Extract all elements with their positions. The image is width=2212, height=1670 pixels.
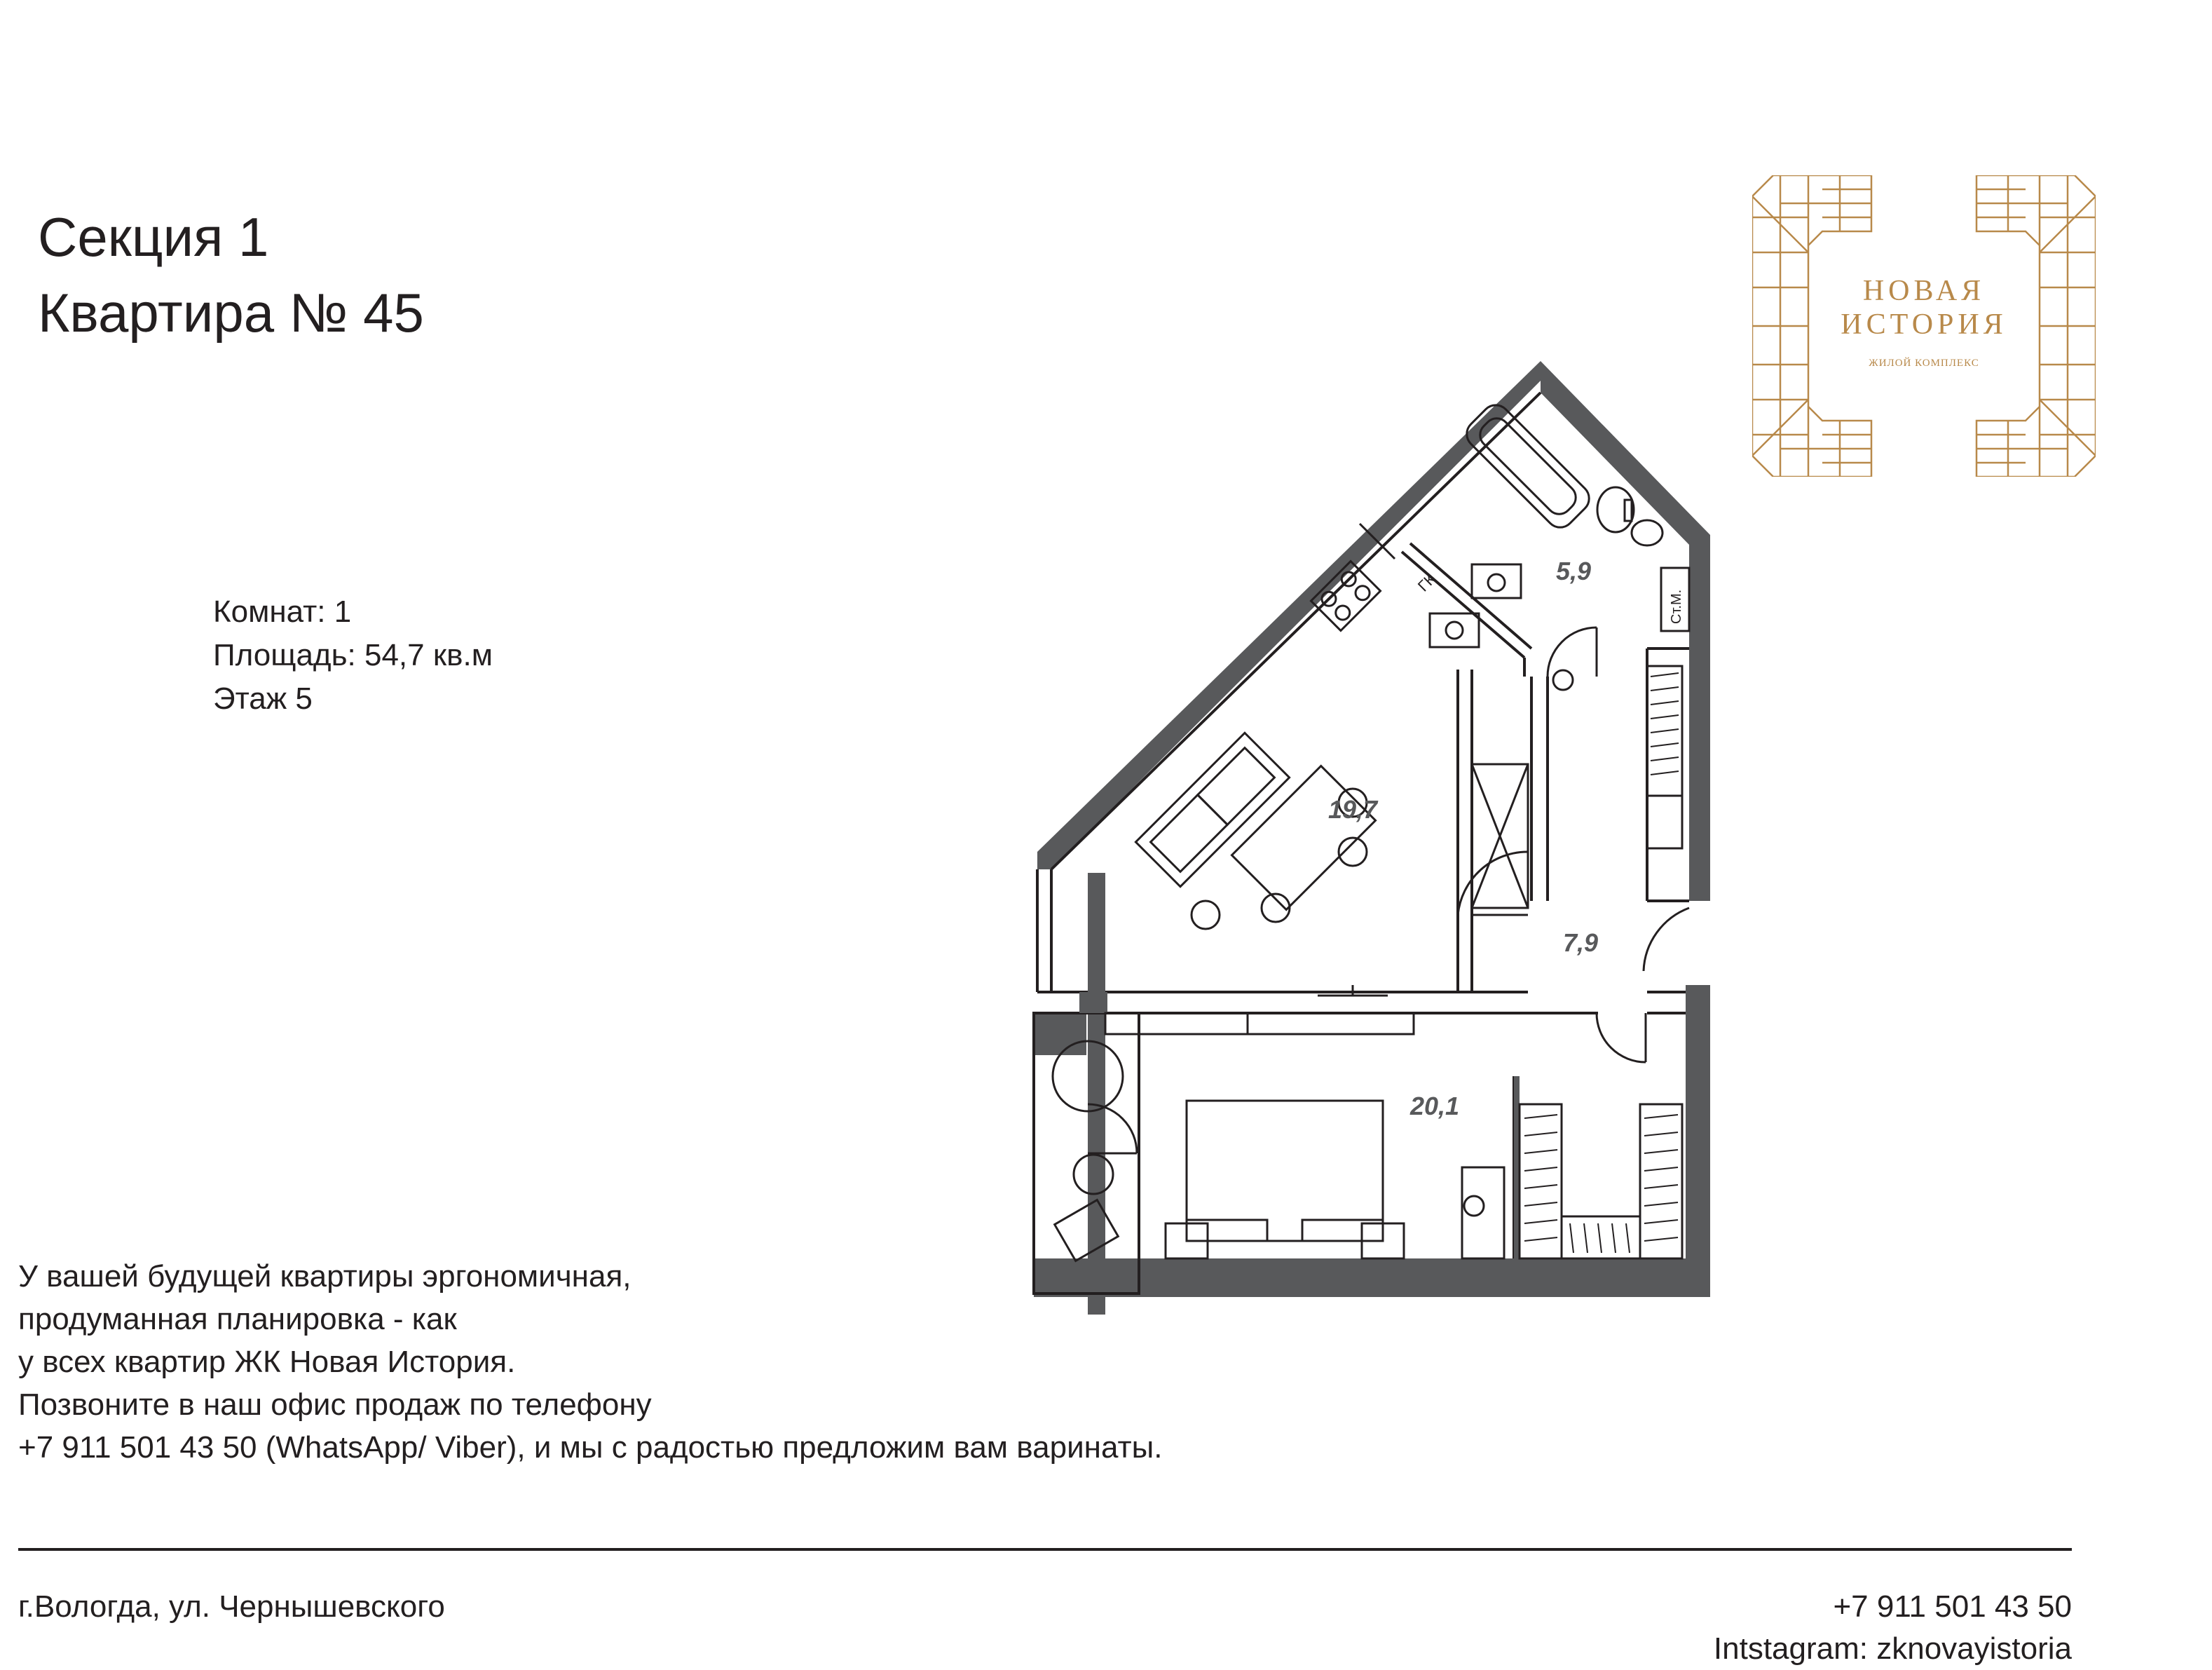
footer-phone[interactable]: +7 911 501 43 50 [1833,1589,2072,1624]
logo-name-line2: ИСТОРИЯ [1841,308,2007,341]
description [18,1255,1350,1469]
title-block [38,199,424,351]
description-line: продуманная планировка - как [18,1302,457,1336]
logo-name-line1: НОВАЯ [1862,275,1986,307]
description-line: +7 911 501 43 50 (WhatsApp/ Viber), и мы с радостью предложим вам варинаты. [18,1430,1163,1465]
floor-plan [939,361,1794,1315]
floor-number: Этаж 5 [213,681,313,716]
rooms-count: Комнат: 1 [213,595,352,629]
residential-complex-logo [1752,175,2096,477]
exterior-walls [1034,361,1710,1315]
footer-divider [18,1548,2072,1551]
logo-tagline: ЖИЛОЙ КОМПЛЕКС [1869,358,1979,369]
footer-contacts [1714,1586,2072,1670]
description-line: У вашей будущей квартиры эргономичная, [18,1259,631,1294]
total-area: Площадь: 54,7 кв.м [213,638,493,672]
area-hallway: 7,9 [1563,928,1599,957]
footer-address: г.Вологда, ул. Чернышевского [18,1589,445,1624]
description-line: Позвоните в наш офис продаж по телефону [18,1387,652,1422]
area-bathroom: 5,9 [1556,557,1592,585]
footer-instagram[interactable]: Intstagram: zknovayistoria [1713,1631,2072,1666]
area-kitchen-living: 19,7 [1328,795,1378,824]
apartment-title: Квартира № 45 [38,282,424,344]
label-gk: ГК [1414,570,1440,595]
label-stm: Ст.М. [1669,589,1684,624]
description-line: у всех квартир ЖК Новая История. [18,1345,516,1379]
area-bedroom: 20,1 [1410,1092,1460,1120]
apartment-info [213,590,493,721]
section-title: Секция 1 [38,206,269,268]
